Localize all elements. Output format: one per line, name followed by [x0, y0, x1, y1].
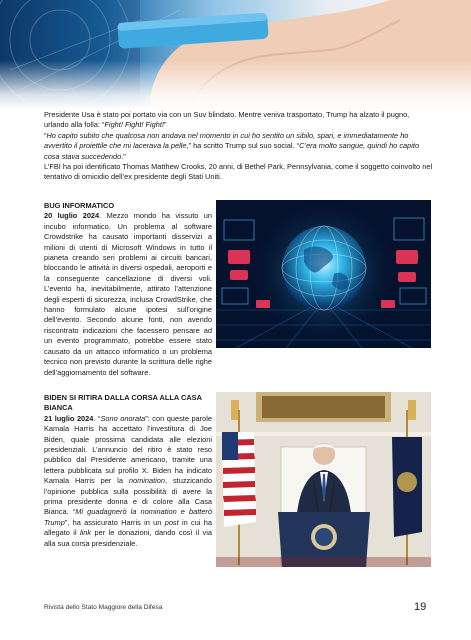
page-number: 19	[414, 601, 427, 613]
intro-paragraph-trump: Presidente Usa è stato poi portato via con un Suv blindato. Mentre veniva trasportato, Trump ha alzato il pugno, urlando alla folla: “Fight! Fight! Fight!”	[44, 110, 410, 130]
header-photo	[0, 0, 471, 108]
image-president-podium	[216, 392, 431, 567]
intro-paragraph-quote: “Ho capito subito che qualcosa non andava nel momento in cui ho sentito un sibilo, spari, e immediatamente ho avvertito il proiettile che mi lacerava la pelle,” ha scritto Trump sul suo social. “C’era molto sangue, quindi ho capito cosa stava succedendo.”	[44, 130, 420, 161]
intro-paragraph-fbi: L’FBI ha poi identificato Thomas Matthew Crooks, 20 anni, di Bethel Park, Pennsylvania, come il soggetto coinvolto nel tentativo di omicidio dell’ex presidente degli Stati Uniti.	[44, 162, 433, 182]
section-body-biden: 21 luglio 2024. “Sono onorata”: con queste parole Kamala Harris ha accettato l’investitura di Joe Biden, quale prossima candidata alle elezioni presidenziali. L’annuncio del ritiro è stato reso pubblico dal Presidente americano, tramite una lettera pubblicata sul profilo X. Biden ha indicato Kamala Harris per la nomination, stuzzicando l’opinione pubblica sulla possibilità di avere la prima presidente donna e di colore alla Casa Bianca. “Mi guadagnerò la nomination e batterò Trump”, ha assicurato Harris in un post in cui ha allegato il link per le donazioni, dando così il via alla sua corsa presidenziale.	[44, 413, 213, 548]
podium-illustration	[216, 392, 431, 567]
section-title-biden: BIDEN SI RITIRA DALLA CORSA ALLA CASA BIANCA	[44, 393, 202, 413]
image-digital-globe	[216, 200, 431, 348]
intro-text	[44, 110, 434, 183]
section-bug-informatico	[44, 201, 212, 378]
section-title-bug: BUG INFORMATICO	[44, 201, 115, 210]
section-biden	[44, 393, 212, 549]
section-body-bug: 20 luglio 2024. Mezzo mondo ha vissuto un incubo informatico. Un problema al software Crowdstrike ha causato importanti disservizi a milioni di utenti di Microsoft Windows in tutto il pianeta creando seri problemi ai circuiti bancari, bloccando le attività in diversi ospedali, aeroporti e la conseguente cancellazione di diversi voli. L’evento ha, inevitabilmente, attirato l’attenzione degli esperti di sicurezza, inclusa CrowdStrike, che hanno formulato alcune ipotesi sull’origine dell’evento. Secondo alcune fonti, non avendo riscontrato indicazioni che facessero pensare ad un evento programmato, potrebbe essere stato causato da un attacco informatico o un problema tecnico non previsto durante la scrittura delle righe dell’aggiornamento del software.	[44, 211, 212, 377]
globe-illustration	[216, 200, 431, 348]
footer-publication-name: Rivista dello Stato Maggiore della Difesa	[44, 604, 163, 611]
